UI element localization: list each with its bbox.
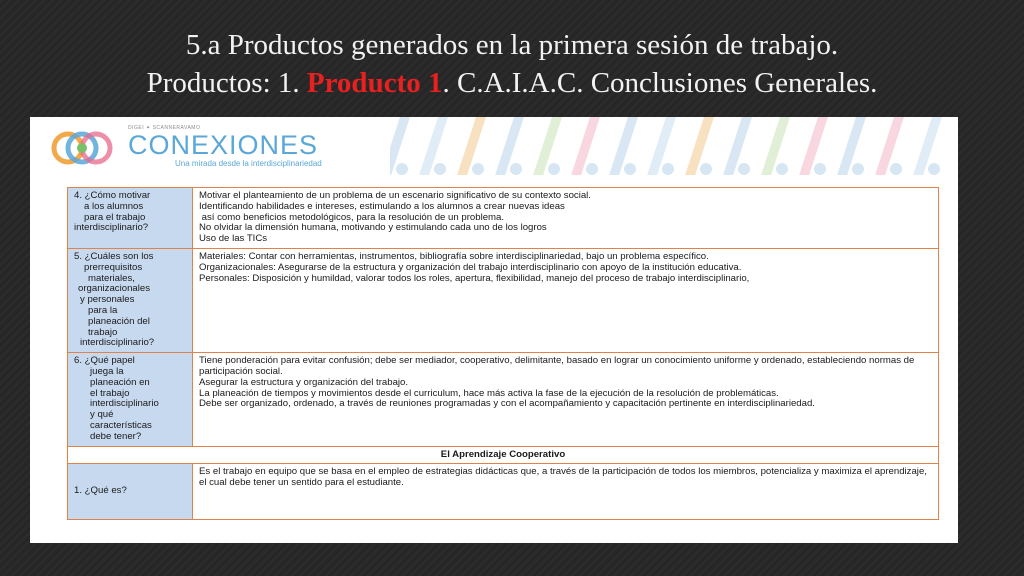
question-line: para la xyxy=(88,304,118,316)
question-line: el trabajo xyxy=(90,387,130,399)
answer-line: Organizacionales: Asegurarse de la estructura y organización del trabajo interdisciplinario con apoyo de la institución educativa. xyxy=(199,261,742,273)
brand-caption: DIGEI ✦ SCANNERAVAMO xyxy=(128,125,201,131)
conclusions-table xyxy=(67,187,939,520)
embedded-screenshot xyxy=(30,117,958,543)
title-line-2-prefix: Productos: 1. xyxy=(146,67,307,99)
answer-line: Asegurar la estructura y organización del trabajo. xyxy=(199,376,409,388)
answer-line: Materiales: Contar con herramientas, instrumentos, bibliografía sobre interdisciplinariedad, bajo un problema específico. xyxy=(199,250,709,262)
answer-cell xyxy=(193,188,939,249)
question-cell xyxy=(68,464,193,520)
question-line: interdisciplinario xyxy=(90,398,159,410)
question-line: interdisciplinario? xyxy=(80,337,155,349)
answer-cell xyxy=(193,464,939,520)
section-header: El Aprendizaje Cooperativo xyxy=(68,446,939,464)
question-line: organizacionales xyxy=(78,283,150,295)
question-line: prerrequisitos xyxy=(84,261,143,273)
question-line: trabajo xyxy=(88,326,118,338)
answer-line: Es el trabajo en equipo que se basa en el empleo de estrategias didácticas que, a través de la participación de todos los miembros, potencializa y maximiza el aprendizaje, el cual debe tener un sentido para el estudiante. xyxy=(199,466,927,489)
question-cell xyxy=(68,248,193,352)
question-line: 1. ¿Qué es? xyxy=(74,485,127,497)
question-cell xyxy=(68,353,193,446)
answer-line: Motivar el planteamiento de un problema de un escenario significativo de su contexto social. xyxy=(199,190,591,201)
section-header-row xyxy=(68,446,939,464)
slide-title xyxy=(0,26,1024,102)
title-line-2-suffix: . C.A.I.A.C. Conclusiones Generales. xyxy=(442,67,878,99)
question-line: para el trabajo xyxy=(84,211,146,223)
table-row xyxy=(68,464,939,520)
question-cell xyxy=(68,188,193,249)
table-row xyxy=(68,248,939,352)
answer-line: Debe ser organizado, ordenado, a través de reuniones programadas y con el acompañamiento y capacitación pertinente en interdisciplinariedad. xyxy=(199,398,815,410)
answer-cell xyxy=(193,248,939,352)
answer-line: Personales: Disposición y humildad, valorar todos los roles, apertura, flexibilidad, manejo del proceso de trabajo interdisciplinario, xyxy=(199,272,750,284)
answer-line: Identificando habilidades e intereses, estimulando a los alumnos a crear nuevas ideas xyxy=(199,200,565,212)
answer-line: La planeación de tiempos y movimientos desde el curriculum, hace más activa la fase de la ejecución de la resolución de problemáticas. xyxy=(199,387,779,399)
answer-line: Tiene ponderación para evitar confusión; debe ser mediador, cooperativo, delimitante, basado en lograr un conocimiento uniforme y ordenado, estableciendo normas de participación social. xyxy=(199,355,915,377)
question-line: 5. ¿Cuáles son los xyxy=(74,250,154,262)
question-line: 6. ¿Qué papel xyxy=(74,355,135,367)
title-line-2 xyxy=(0,64,1024,102)
question-line: planeación en xyxy=(90,376,150,388)
title-highlight: Producto 1 xyxy=(306,67,443,99)
title-line-1: 5.a Productos generados en la primera sesión de trabajo. xyxy=(185,29,839,61)
question-line: debe tener? xyxy=(90,430,142,442)
question-line: a los alumnos xyxy=(84,200,144,212)
brand-name: CONEXIONES xyxy=(128,130,319,160)
question-line: interdisciplinario? xyxy=(74,222,149,234)
table-row xyxy=(68,188,939,249)
answer-line: No olvidar la dimensión humana, motivando y estimulando cada uno de los logros xyxy=(199,222,547,234)
question-line: planeación del xyxy=(88,315,150,327)
answer-line: así como beneficios metodológicos, para la resolución de un problema. xyxy=(199,211,505,223)
question-line: juega la xyxy=(90,365,124,377)
question-line: 4. ¿Cómo motivar xyxy=(74,190,151,201)
conexiones-logo-icon xyxy=(42,125,122,171)
answer-cell xyxy=(193,353,939,446)
question-line: características xyxy=(90,419,152,431)
decorative-stripes xyxy=(390,117,958,181)
answer-line: Uso de las TICs xyxy=(199,233,268,245)
conexiones-banner xyxy=(30,117,958,181)
table-row xyxy=(68,353,939,446)
question-line: y personales xyxy=(80,294,135,306)
brand-tagline: Una mirada desde la interdisciplinariedad xyxy=(175,159,322,168)
question-line: y qué xyxy=(90,409,114,421)
question-line: materiales, xyxy=(88,272,135,284)
